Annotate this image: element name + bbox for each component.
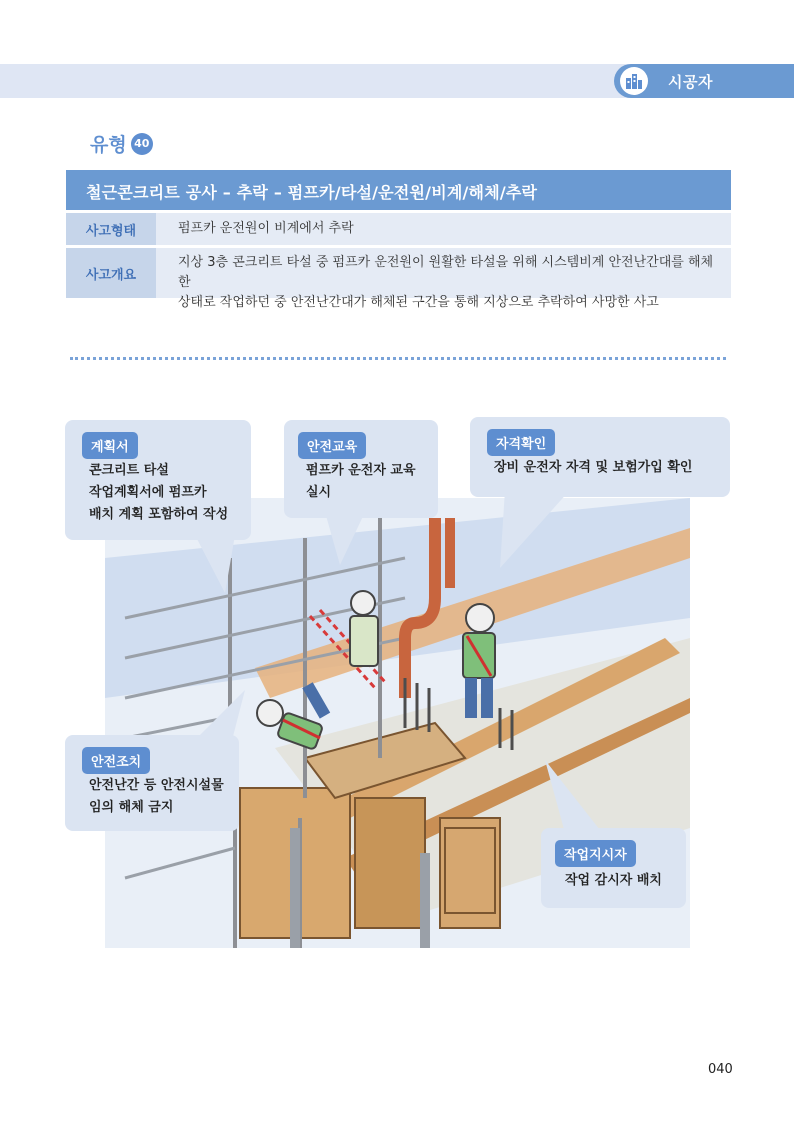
callout-tag: 안전교육 — [298, 432, 366, 459]
callout-text — [89, 460, 228, 526]
case-row-type — [66, 213, 731, 245]
summary-line-1: 지상 3층 콘크리트 타설 중 펌프카 운전원이 원활한 타설을 위해 시스템비계 안전난간대를 해체한 — [178, 255, 714, 290]
callout-tag: 작업지시자 — [555, 840, 636, 867]
case-title: 철근콘크리트 공사 – 추락 – 펌프카/타설/운전원/비계/해체/추락 — [66, 170, 731, 210]
type-label: 유형 — [90, 134, 127, 156]
callout-line: 배치 계획 포함하여 작성 — [89, 507, 229, 522]
type-title — [90, 130, 153, 157]
building-icon — [620, 67, 648, 95]
callout-line: 펌프카 운전자 교육 — [306, 463, 416, 478]
callout-tag: 자격확인 — [487, 429, 555, 456]
callout-supervisor — [541, 828, 686, 908]
role-label: 시공자 — [668, 73, 713, 91]
callout-line: 실시 — [306, 485, 332, 500]
callout-tag: 계획서 — [82, 432, 138, 459]
callout-text — [565, 870, 662, 892]
callout-line: 콘크리트 타설 — [89, 463, 169, 478]
callout-tail — [190, 535, 240, 595]
summary-line-2: 상태로 작업하던 중 안전난간대가 해체된 구간을 통해 지상으로 추락하여 사망한 사고 — [178, 295, 659, 310]
callout-tail — [495, 490, 575, 570]
callout-text — [494, 457, 692, 479]
case-row-key: 사고개요 — [66, 248, 156, 298]
case-row-value: 펌프카 운전원이 비계에서 추락 — [178, 221, 354, 236]
case-row-summary — [66, 248, 731, 310]
callout-tail — [545, 760, 605, 835]
callout-line: 장비 운전자 자격 및 보험가입 확인 — [494, 460, 693, 475]
callout-education — [284, 420, 438, 518]
callout-text — [306, 460, 416, 504]
callout-tag: 안전조치 — [82, 747, 150, 774]
page-number: 040 — [708, 1062, 733, 1077]
callout-text — [89, 775, 224, 819]
callout-line: 안전난간 등 안전시설물 — [89, 778, 224, 793]
callout-line: 작업 감시자 배치 — [565, 873, 662, 888]
section-divider — [70, 357, 726, 360]
case-row-value — [178, 253, 721, 313]
case-row-key: 사고형태 — [66, 213, 156, 245]
callout-line: 임의 해체 금지 — [89, 800, 174, 815]
callout-qualification — [470, 417, 730, 497]
role-tab — [614, 64, 794, 98]
callout-line: 작업계획서에 펌프카 — [89, 485, 207, 500]
callout-plan — [65, 420, 251, 540]
type-number-badge: 40 — [131, 133, 153, 155]
callout-safety — [65, 735, 239, 831]
callout-tail — [320, 512, 370, 567]
